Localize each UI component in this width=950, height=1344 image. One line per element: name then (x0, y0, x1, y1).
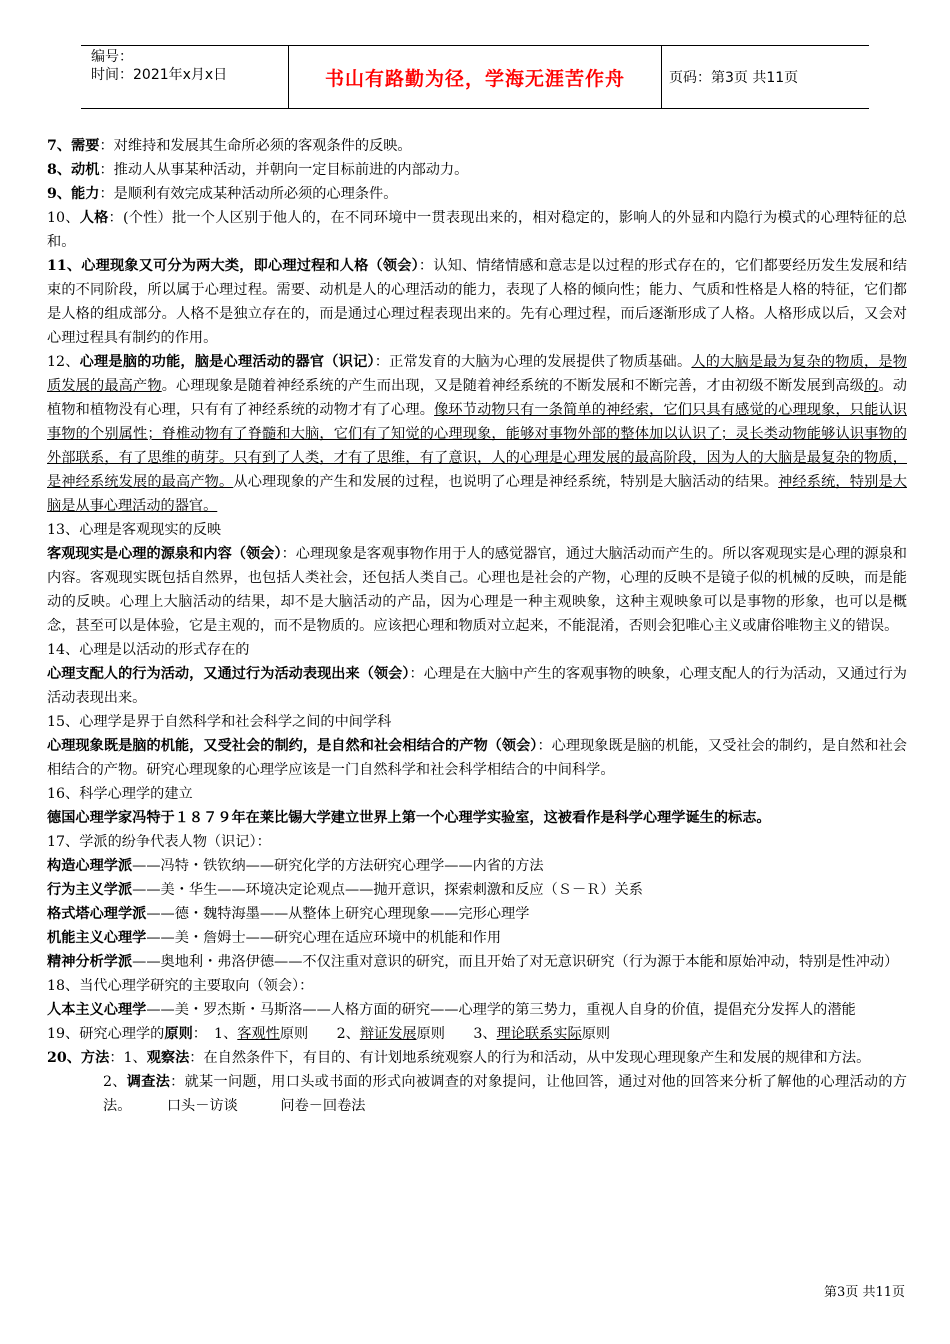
bold-text: 客观现实是心理的源泉和内容（领会） (47, 546, 282, 562)
text-run: 。动植物和植物没有心理，只有有了神经系统的动物才有了心理。 (47, 378, 907, 418)
page-footer (824, 1281, 905, 1300)
paragraph (47, 782, 907, 806)
bold-text: 11、心理现象又可分为两大类，即心理过程和人格（领会） (47, 258, 419, 274)
bold-text: 机能主义心理学 (47, 930, 147, 946)
bold-text: 行为主义学派 (47, 882, 133, 898)
text-run: 19、研究心理学的 (47, 1026, 165, 1042)
header-info-cell (81, 46, 289, 108)
paragraph (47, 806, 907, 830)
paragraph (47, 542, 907, 638)
text-run: ：对维持和发展其生命所必须的客观条件的反映。 (99, 138, 412, 154)
bold-text: 9、能力 (47, 186, 100, 202)
text-run: ——美・詹姆士——研究心理在适应环境中的机能和作用 (146, 930, 502, 946)
paragraph (47, 158, 907, 182)
time-label: 时间：2021年x月x日 (91, 67, 228, 83)
paragraph (47, 878, 907, 902)
paragraph (47, 518, 907, 542)
text-run: 17、学派的纷争代表人物（识记）： (47, 834, 271, 850)
text-run: ：心理是在大脑中产生的客观事物的映象，心理支配人的行为活动，又通过行为活动表现出来。 (47, 666, 907, 706)
text-run: ——德・魏特海墨——从整体上研究心理现象——完形心理学 (146, 906, 530, 922)
header-page-info: 页码：第3页 共11页 (669, 70, 799, 86)
paragraph (47, 206, 907, 254)
paragraph (47, 1070, 907, 1118)
text-run: ：是顺利有效完成某种活动所必须的心理条件。 (99, 186, 398, 202)
paragraph (47, 734, 907, 782)
bold-text: 人格 (79, 210, 109, 226)
paragraph (47, 950, 907, 974)
text-run: ：(个性）批一个人区别于他人的，在不同环境中一贯表现出来的，相对稳定的，影响人的外显和内隐行为模式的心理特征的总和。 (47, 210, 907, 250)
bold-text: 人本主义心理学 (47, 1002, 147, 1018)
bold-text: 精神分析学派 (47, 954, 133, 970)
underlined-text: 辩证发展 (359, 1026, 417, 1042)
bold-text: 观察法 (146, 1050, 190, 1066)
text-run: ——美・罗杰斯・马斯洛——人格方面的研究——心理学的第三势力，重视人自身的价值，提倡充分发挥人的潜能 (146, 1002, 856, 1018)
paragraph (47, 710, 907, 734)
text-run: 原则 3、 (416, 1026, 497, 1042)
bold-text: 心理支配人的行为活动，又通过行为活动表现出来（领会） (47, 666, 410, 682)
bold-text: 原则 (164, 1026, 193, 1042)
underlined-text: 人的大脑是最为复杂的物质，是物质发展的最高产物 (47, 354, 907, 394)
text-run: ——美・华生——环境决定论观点——抛开意识，探索刺激和反应（Ｓ－Ｒ）关系 (132, 882, 643, 898)
text-run: 。心理现象是随着神经系统的产生而出现，又是随着神经系统的不断发展和不断完善，才由初级不断发展到高级 (161, 378, 865, 394)
text-run: ：心理现象既是脑的机能，又受社会的制约，是自然和社会相结合的产物。研究心理现象的心理学应该是一门自然科学和社会科学相结合的中间科学。 (47, 738, 907, 778)
text-run: ——奥地利・弗洛伊德——不仅注重对意识的研究，而且开始了对无意识研究（行为源于本能和原始冲动，特别是性冲动） (132, 954, 899, 970)
paragraph (47, 974, 907, 998)
number-label: 编号： (91, 49, 133, 65)
text-run: ： 1、 (192, 1026, 238, 1042)
text-run: ：心理现象是客观事物作用于人的感觉器官，通过大脑活动而产生的。所以客观现实是心理的源泉和内容。客观现实既包括自然界，也包括人类社会，还包括人类自己。心理也是社会的产物，心理的反映不是镜子似的机械的反映，而是能动的反映。心理上大脑活动的结果，却不是大脑活动的产品，因为心理是一种主观映象，这种主观映象可以是事物的形象，也可以是概念，甚至可以是体验，它是主观的，而不是物质的。应该把心理和物质对立起来，不能混淆，否则会犯唯心主义或庸俗唯物主义的错误。 (47, 546, 907, 634)
text-run: ——冯特・铁钦纳——研究化学的方法研究心理学——内省的方法 (132, 858, 544, 874)
bold-text: 心理现象既是脑的机能，又受社会的制约，是自然和社会相结合的产物（领会） (47, 738, 538, 754)
text-run: 18、当代心理学研究的主要取向（领会）： (47, 978, 314, 994)
paragraph (47, 1046, 907, 1070)
bold-text: 德国心理学家冯特于１８７９年在莱比锡大学建立世界上第一个心理学实验室，这被看作是科学心理学诞生的标志。 (47, 810, 771, 826)
paragraph (47, 134, 907, 158)
footer-page-label: 第3页 共11页 (824, 1285, 905, 1300)
text-run: 14、心理是以活动的形式存在的 (47, 642, 250, 658)
bold-text: 7、需要 (47, 138, 100, 154)
text-run: 13、心理是客观现实的反映 (47, 522, 222, 538)
text-run: 16、科学心理学的建立 (47, 786, 193, 802)
text-run: 原则 (581, 1026, 611, 1042)
paragraph (47, 902, 907, 926)
text-run: 从心理现象的产生和发展的过程，也说明了心理是神经系统，特别是大脑活动的结果。 (233, 474, 779, 490)
underlined-text: 像环节动物只有一条简单的神经索，它们只具有感觉的心理现象，只能认识事物的个别属性；脊椎动物有了脊髓和大脑，它们有了知觉的心理现象，能够对事物外部的整体加以认识了；灵长类动物能够认识事物的外部联系，有了思维的萌芽。只有到了人类，才有了思维，有了意识，人的心理是心理发展的最高阶段，因为人的大脑是最复杂的物质，是神经系统发展的最高产物。 (47, 402, 907, 490)
paragraph (47, 854, 907, 878)
text-run: 2、 (103, 1074, 127, 1090)
text-run: ：推动人从事某种活动，并朝向一定目标前进的内部动力。 (99, 162, 469, 178)
bold-text: 8、动机 (47, 162, 100, 178)
text-run: 原则 2、 (279, 1026, 360, 1042)
paragraph (47, 638, 907, 662)
paragraph (47, 830, 907, 854)
text-run: 15、心理学是界于自然科学和社会科学之间的中间学科 (47, 714, 392, 730)
underlined-text: 客观性 (237, 1026, 280, 1042)
text-run: ：在自然条件下，有目的、有计划地系统观察人的行为和活动，从中发现心理现象产生和发展的规律和方法。 (189, 1050, 871, 1066)
paragraph (47, 182, 907, 206)
underlined-text: 理论联系实际 (496, 1026, 582, 1042)
paragraph (47, 926, 907, 950)
underlined-text: 神经系统，特别是大脑是从事心理活动的器官。 (47, 474, 907, 514)
text-run: ：正常发育的大脑为心理的发展提供了物质基础。 (374, 354, 692, 370)
paragraph (47, 350, 907, 518)
underlined-text: 的 (864, 378, 879, 394)
document-body (47, 134, 907, 1118)
header-motto-cell (289, 46, 662, 108)
header-motto: 书山有路勤为径，学海无涯苦作舟 (324, 67, 625, 90)
paragraph (47, 1022, 907, 1046)
text-run: 10、 (47, 210, 80, 226)
text-run: ：1、 (109, 1050, 147, 1066)
paragraph (47, 998, 907, 1022)
bold-text: 调查法 (126, 1074, 171, 1090)
text-run: ：就某一问题，用口头或书面的形式向被调查的对象提问，让他回答，通过对他的回答来分析了解他的心理活动的方法。 口头－访谈 问卷－回卷法 (103, 1074, 907, 1114)
text-run: ：认知、情绪情感和意志是以过程的形式存在的，它们都要经历发生发展和结束的不同阶段，所以属于心理过程。需要、动机是人的心理活动的能力，表现了人格的倾向性；能力、气质和性格是人格的特征，它们都是人格的组成部分。人格不是独立存在的，而是通过心理过程表现出来的。先有心理过程，而后逐渐形成了人格。人格形成以后，又会对心理过程具有制约的作用。 (47, 258, 907, 346)
bold-text: 心理是脑的功能，脑是心理活动的器官（识记） (79, 354, 375, 370)
bold-text: 构造心理学派 (47, 858, 133, 874)
text-run: 12、 (47, 354, 80, 370)
paragraph (47, 254, 907, 350)
bold-text: 格式塔心理学派 (47, 906, 147, 922)
paragraph (47, 662, 907, 710)
bold-text: 20、方法 (47, 1050, 110, 1066)
header-page-cell (661, 46, 869, 108)
page-header (81, 45, 869, 109)
